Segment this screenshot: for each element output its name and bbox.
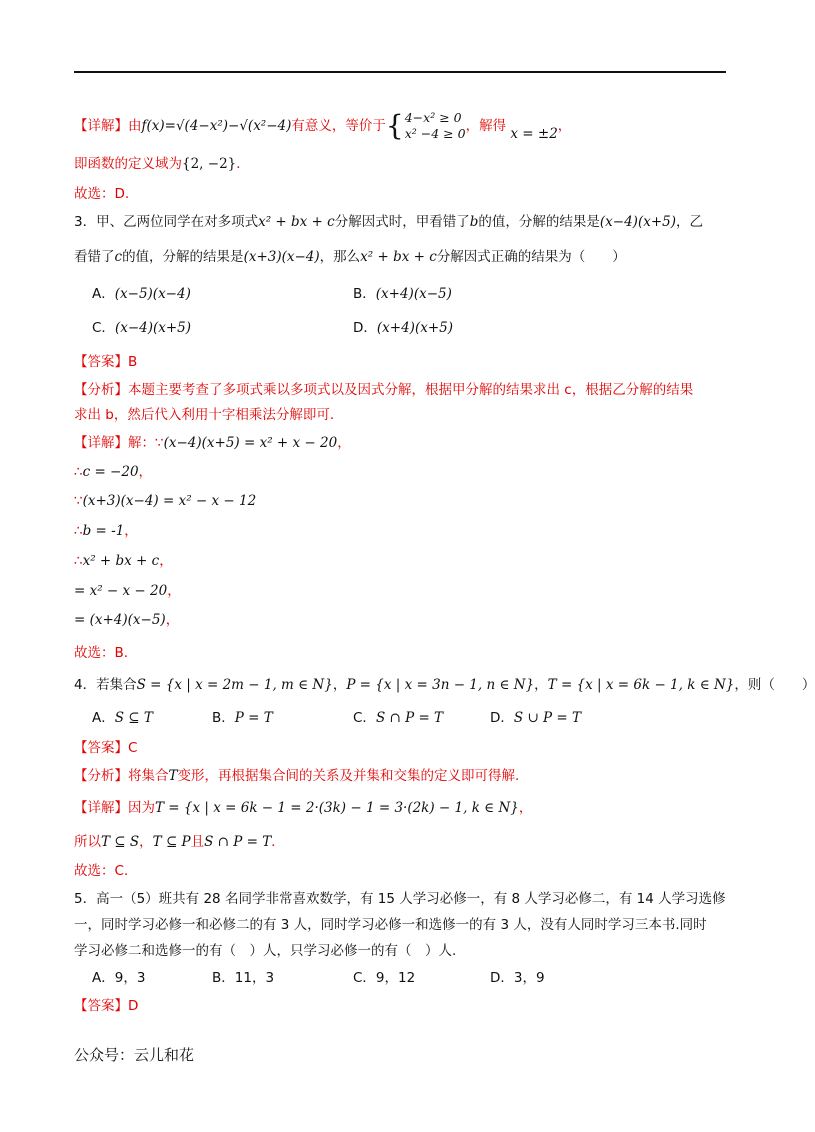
q3-analysis-1: 【分析】本题主要考查了多项式乘以多项式以及因式分解，根据甲分解的结果求出 c，根据乙分解的结果 xyxy=(74,382,694,398)
q5-stem-2: 一，同时学习必修一和必修二的有 3 人，同时学习必修一和选修一的有 3 人，没有人同时学习三本书.同时 xyxy=(74,917,707,933)
q3-option-c: C．(x−4)(x+5) xyxy=(92,320,192,336)
q3-choose: 故选：B. xyxy=(74,645,129,661)
q5-stem-3: 学习必修二和选修一的有（ ）人，只学习必修一的有（ ）人. xyxy=(74,943,457,959)
q3-option-d: D．(x+4)(x+5) xyxy=(353,320,454,336)
q3-step3: ∵(x+3)(x−4) = x² − x − 12 xyxy=(74,493,257,509)
q4-option-a: A．S ⊆ T xyxy=(92,710,153,726)
function-expression: f(x)=√(4−x²)−√(x²−4) xyxy=(141,118,292,134)
q2-domain-line: 即函数的定义域为{2, −2}． xyxy=(74,156,250,172)
domain-set: {2, −2} xyxy=(182,156,237,172)
system-brace: { xyxy=(385,109,404,142)
q3-step6: = x² − x − 20， xyxy=(74,583,181,599)
q2-choose: 故选：D. xyxy=(74,186,130,202)
q3-step4: ∴b = -1， xyxy=(74,523,138,539)
q4-choose: 故选：C. xyxy=(74,863,129,879)
q3-step5: ∴x² + bx + c， xyxy=(74,553,173,569)
q5-option-a: A．9，3 xyxy=(92,970,146,986)
q4-option-d: D．S ∪ P = T xyxy=(490,710,582,726)
header-rule xyxy=(74,71,726,73)
q3-step1: 【详解】解：∵(x−4)(x+5) = x² + x − 20， xyxy=(74,435,351,451)
q4-stem: 4．若集合S = {x | x = 2m − 1, m ∈ N}，P = {x | x = 3n − 1, n ∈ N}，T = {x | x = 6k − 1, k ∈ N}，则（ ） xyxy=(74,677,815,693)
q4-detail: 【详解】因为T = {x | x = 6k − 1 = 2·(3k) − 1 = 3·(2k) − 1, k ∈ N}， xyxy=(74,800,533,816)
q3-option-a: A．(x−5)(x−4) xyxy=(92,286,191,302)
q4-analysis: 【分析】将集合T变形，再根据集合间的关系及并集和交集的定义即可得解. xyxy=(74,768,520,784)
q3-option-b: B．(x+4)(x−5) xyxy=(353,286,452,302)
q5-option-b: B．11，3 xyxy=(212,970,275,986)
q4-option-c: C．S ∩ P = T xyxy=(353,710,444,726)
footer-account: 公众号：云儿和花 xyxy=(74,1046,195,1064)
q5-answer: 【答案】D xyxy=(74,998,139,1014)
q3-step2: ∴c = −20， xyxy=(74,464,153,480)
q2-explain-line: 【详解】由f(x)=√(4−x²)−√(x²−4)有意义，等价于{4−x² ≥ 0 x² −4 ≥ 0，解得 x = ±2， xyxy=(74,109,572,142)
q3-answer: 【答案】B xyxy=(74,354,138,370)
q3-step7: = (x+4)(x−5)， xyxy=(74,612,180,628)
q3-stem-line2: 看错了c的值，分解的结果是(x+3)(x−4)，那么x² + bx + c分解因式正确的结果为（ ） xyxy=(74,249,626,265)
q5-option-d: D．3，9 xyxy=(490,970,545,986)
q3-analysis-2: 求出 b，然后代入利用十字相乘法分解即可. xyxy=(74,407,335,423)
q5-option-c: C．9，12 xyxy=(353,970,416,986)
q3-stem-line1: 3．甲、乙两位同学在对多项式x² + bx + c分解因式时，甲看错了b的值，分解的结果是(x−4)(x+5)，乙 xyxy=(74,214,703,230)
q4-answer: 【答案】C xyxy=(74,740,138,756)
q5-stem-1: 5．高一（5）班共有 28 名同学非常喜欢数学，有 15 人学习必修一，有 8 人学习必修二，有 14 人学习选修 xyxy=(74,891,726,907)
solution: x = ±2 xyxy=(510,126,558,142)
inequality-system: 4−x² ≥ 0 x² −4 ≥ 0 xyxy=(404,110,466,141)
q4-option-b: B．P = T xyxy=(212,710,273,726)
explain-tag: 【详解】 xyxy=(74,118,128,134)
q4-conclusion: 所以T ⊆ S，T ⊆ P且S ∩ P = T． xyxy=(74,834,285,850)
